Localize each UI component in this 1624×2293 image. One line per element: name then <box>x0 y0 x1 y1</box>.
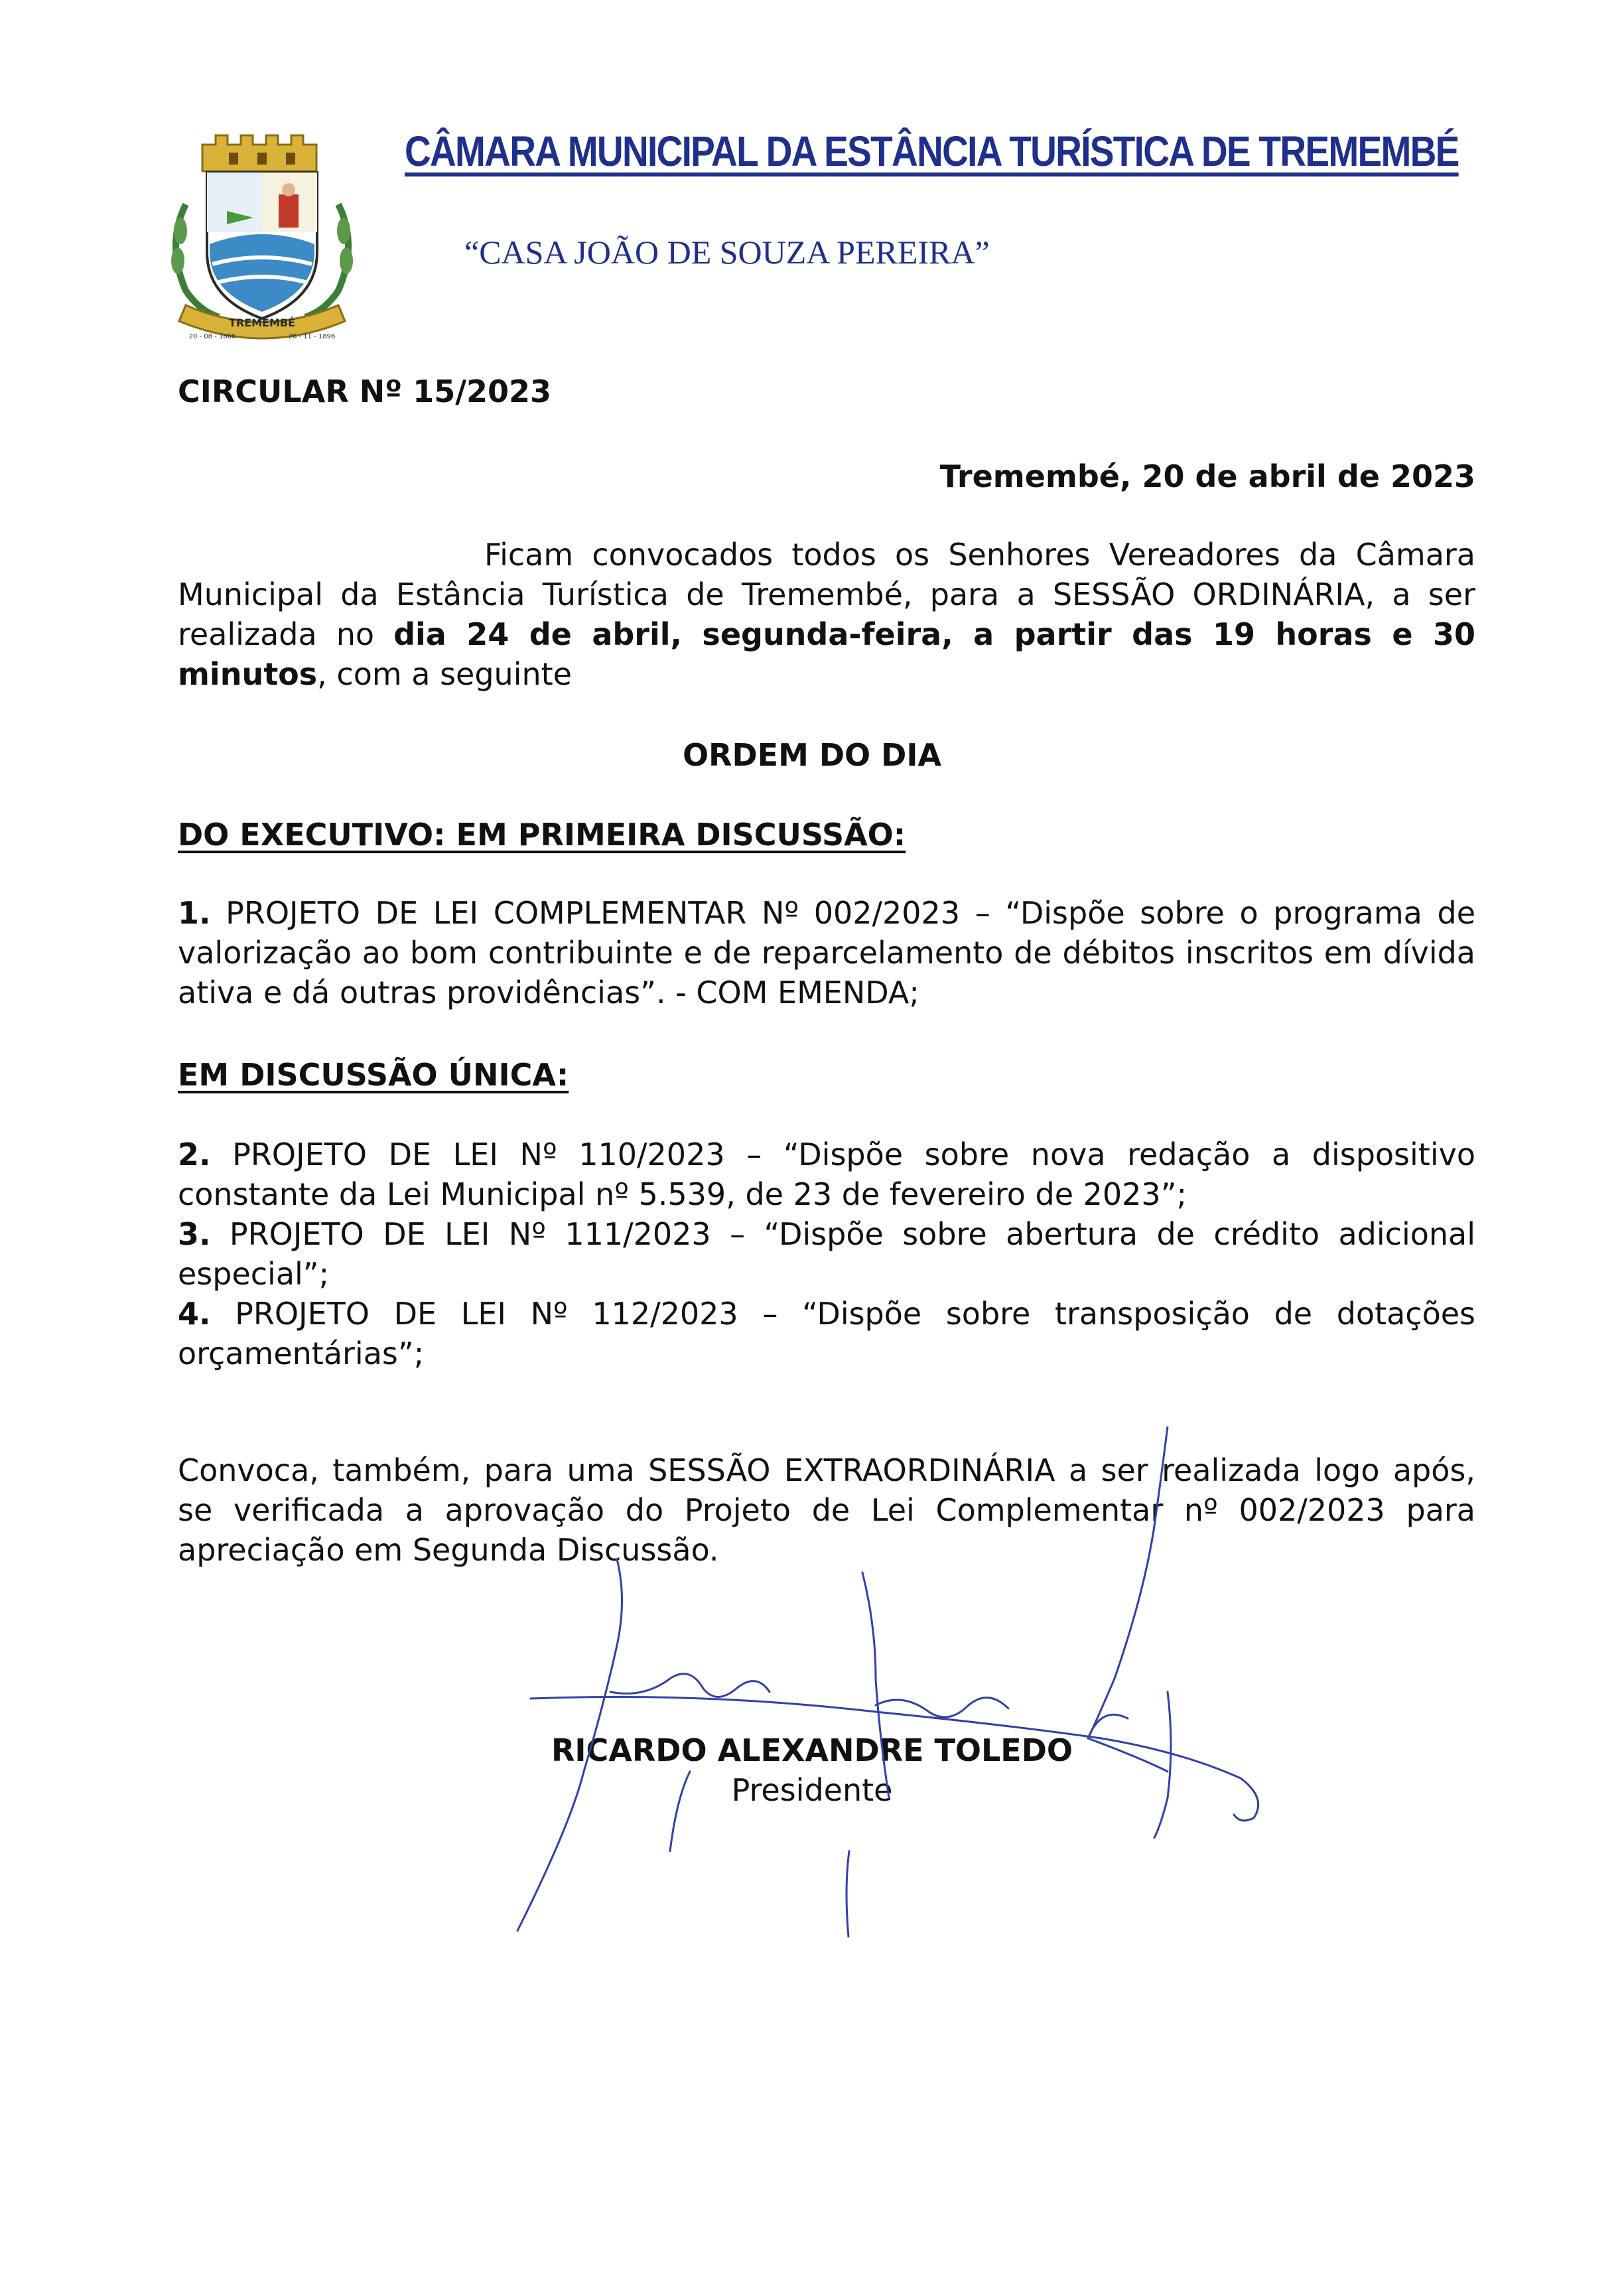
chamber-subtitle: “CASA JOÃO DE SOUZA PEREIRA” <box>464 234 990 271</box>
session-datetime: dia 24 de abril, segunda-feira, a partir das 19 horas e 30 minutos <box>178 616 1475 692</box>
agenda-item-number: 3. <box>178 1216 211 1252</box>
agenda-item-text: PROJETO DE LEI Nº 111/2023 – “Dispõe sobre abertura de crédito adicional especial”; <box>178 1216 1475 1292</box>
convocation-text-start: Ficam convocados todos os Senhores Vereadores da Câmara Municipal da Estância Turística de Tremembé, para a SESSÃO ORDINÁRIA, a ser realizada no <box>178 537 1475 652</box>
agenda-item-1 <box>178 893 1475 1012</box>
agenda-item-4 <box>178 1294 1475 1373</box>
agenda-item-number: 2. <box>178 1137 211 1172</box>
signer-role: Presidente <box>731 1772 893 1808</box>
signer-name: RICARDO ALEXANDRE TOLEDO <box>551 1732 1073 1768</box>
agenda-item-2 <box>178 1135 1475 1214</box>
convocation-paragraph <box>178 535 1475 694</box>
crest-left-date: 20 - 08 - 1866 <box>188 333 236 340</box>
circular-number: CIRCULAR Nº 15/2023 <box>178 374 552 409</box>
convocation-text-end: , com a seguinte <box>317 656 572 692</box>
municipal-crest-logo <box>166 131 358 344</box>
handwritten-signature <box>504 1426 1287 1937</box>
agenda-item-number: 4. <box>178 1296 211 1332</box>
agenda-item-text: PROJETO DE LEI COMPLEMENTAR Nº 002/2023 – “Dispõe sobre o programa de valorização ao bom contribuinte e de reparcelamento de débitos inscritos em dívida ativa e dá outras providências”. - COM EMENDA; <box>178 895 1475 1010</box>
place-date: Tremembé, 20 de abril de 2023 <box>939 458 1475 494</box>
section-heading-single-discussion: EM DISCUSSÃO ÚNICA: <box>178 1057 569 1093</box>
section-heading-executive: DO EXECUTIVO: EM PRIMEIRA DISCUSSÃO: <box>178 817 906 853</box>
extraordinary-session-paragraph: Convoca, também, para uma SESSÃO EXTRAORDINÁRIA a ser realizada logo após, se verificada a aprovação do Projeto de Lei Complementar nº 002/2023 para apreciação em Segunda Discussão. <box>178 1452 1475 1568</box>
agenda-item-number: 1. <box>178 895 211 931</box>
agenda-item-text: PROJETO DE LEI Nº 112/2023 – “Dispõe sobre transposição de dotações orçamentárias”; <box>178 1296 1475 1371</box>
chamber-title: CÂMARA MUNICIPAL DA ESTÂNCIA TURÍSTICA DE TREMEMBÉ <box>405 127 1459 175</box>
agenda-item-3 <box>178 1214 1475 1294</box>
crest-banner-text: TREMEMBÉ <box>228 316 296 329</box>
crest-right-date: 26 - 11 - 1896 <box>288 333 336 340</box>
order-of-day-title: ORDEM DO DIA <box>682 737 942 773</box>
agenda-item-text: PROJETO DE LEI Nº 110/2023 – “Dispõe sobre nova redação a dispositivo constante da Lei Municipal nº 5.539, de 23 de fevereiro de 2023”; <box>178 1137 1475 1212</box>
